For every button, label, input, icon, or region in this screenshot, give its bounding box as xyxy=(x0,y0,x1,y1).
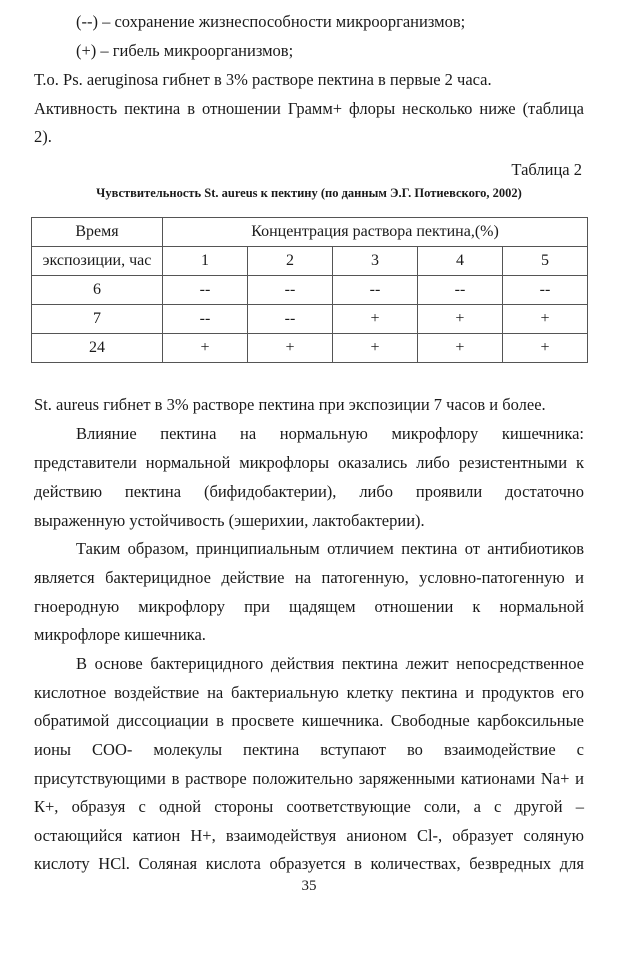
conc-header: 4 xyxy=(417,247,502,276)
legend-line-survival: (--) – сохранение жизнеспособности микроорганизмов; xyxy=(76,12,466,31)
text-line: является бактерицидное действие на патогенную, условно-патогенную и xyxy=(34,568,584,587)
page-number: 35 xyxy=(301,878,317,894)
text-line: обратимой диссоциации в просвете кишечника. Свободные карбоксильные xyxy=(34,711,584,730)
time-cell: 6 xyxy=(32,276,163,305)
text-line: Активность пектина в отношении Грамм+ флоры несколько ниже (таблица xyxy=(34,99,584,118)
text-line: Таким образом, принципиальным отличием пектина от антибиотиков xyxy=(76,539,584,558)
text-line: гноеродную микрофлору при щадящем отношении к нормальной xyxy=(34,597,584,616)
table-number: Таблица 2 xyxy=(511,160,582,179)
conc-header: 3 xyxy=(332,247,417,276)
result-cell: + xyxy=(332,334,417,363)
conc-header: 1 xyxy=(163,247,248,276)
result-cell: + xyxy=(247,334,332,363)
result-cell: + xyxy=(502,334,587,363)
result-cell: + xyxy=(332,305,417,334)
text-line: 2). xyxy=(34,127,52,146)
text-line: Т.о. Ps. aeruginosa гибнет в 3% растворе пектина в первые 2 часа. xyxy=(34,70,492,89)
result-cell: -- xyxy=(247,276,332,305)
text-line: выраженную устойчивость (эшерихии, лактобактерии). xyxy=(34,511,425,530)
time-header-bottom: экспозиции, час xyxy=(32,247,163,276)
text-line: В основе бактерицидного действия пектина лежит непосредственное xyxy=(76,654,584,673)
time-cell: 7 xyxy=(32,305,163,334)
result-cell: -- xyxy=(502,276,587,305)
text-line: микрофлоре кишечника. xyxy=(34,625,206,644)
time-header-top: Время xyxy=(32,218,163,247)
text-line: ионы СОО- молекулы пектина вступают во взаимодействие с xyxy=(34,740,584,759)
table-row xyxy=(32,334,588,363)
table-caption: Чувствительность St. aureus к пектину (по данным Э.Г. Потиевского, 2002) xyxy=(96,186,522,200)
concentration-group-header: Концентрация раствора пектина,(%) xyxy=(163,218,588,247)
result-cell: + xyxy=(502,305,587,334)
result-cell: + xyxy=(417,334,502,363)
time-cell: 24 xyxy=(32,334,163,363)
sensitivity-table xyxy=(31,217,588,363)
text-line: остающийся катион Н+, взаимодействуя анионом Cl-, образует соляную xyxy=(34,826,584,845)
legend-line-death: (+) – гибель микроорганизмов; xyxy=(76,41,294,60)
conc-header: 2 xyxy=(247,247,332,276)
text-line: К+, образуя с одной стороны соответствующие соли, а с другой – xyxy=(34,797,584,816)
text-line: действию пектина (бифидобактерии), либо проявили достаточно xyxy=(34,482,584,501)
table-row xyxy=(32,305,588,334)
text-line: представители нормальной микрофлоры оказались либо резистентными к xyxy=(34,453,584,472)
text-line: присутствующими в растворе положительно заряженными катионами Na+ и xyxy=(34,769,584,788)
result-cell: -- xyxy=(163,305,248,334)
text-line: St. aureus гибнет в 3% растворе пектина при экспозиции 7 часов и более. xyxy=(34,395,546,414)
result-cell: + xyxy=(163,334,248,363)
result-cell: -- xyxy=(417,276,502,305)
text-line: Влияние пектина на нормальную микрофлору кишечника: xyxy=(76,424,584,443)
result-cell: -- xyxy=(332,276,417,305)
text-line: кислотное воздействие на бактериальную клетку пектина и продуктов его xyxy=(34,683,584,702)
text-line: кислоту HCl. Соляная кислота образуется в количествах, безвредных для xyxy=(34,854,584,873)
result-cell: + xyxy=(417,305,502,334)
table-row xyxy=(32,276,588,305)
result-cell: -- xyxy=(163,276,248,305)
conc-header: 5 xyxy=(502,247,587,276)
result-cell: -- xyxy=(247,305,332,334)
